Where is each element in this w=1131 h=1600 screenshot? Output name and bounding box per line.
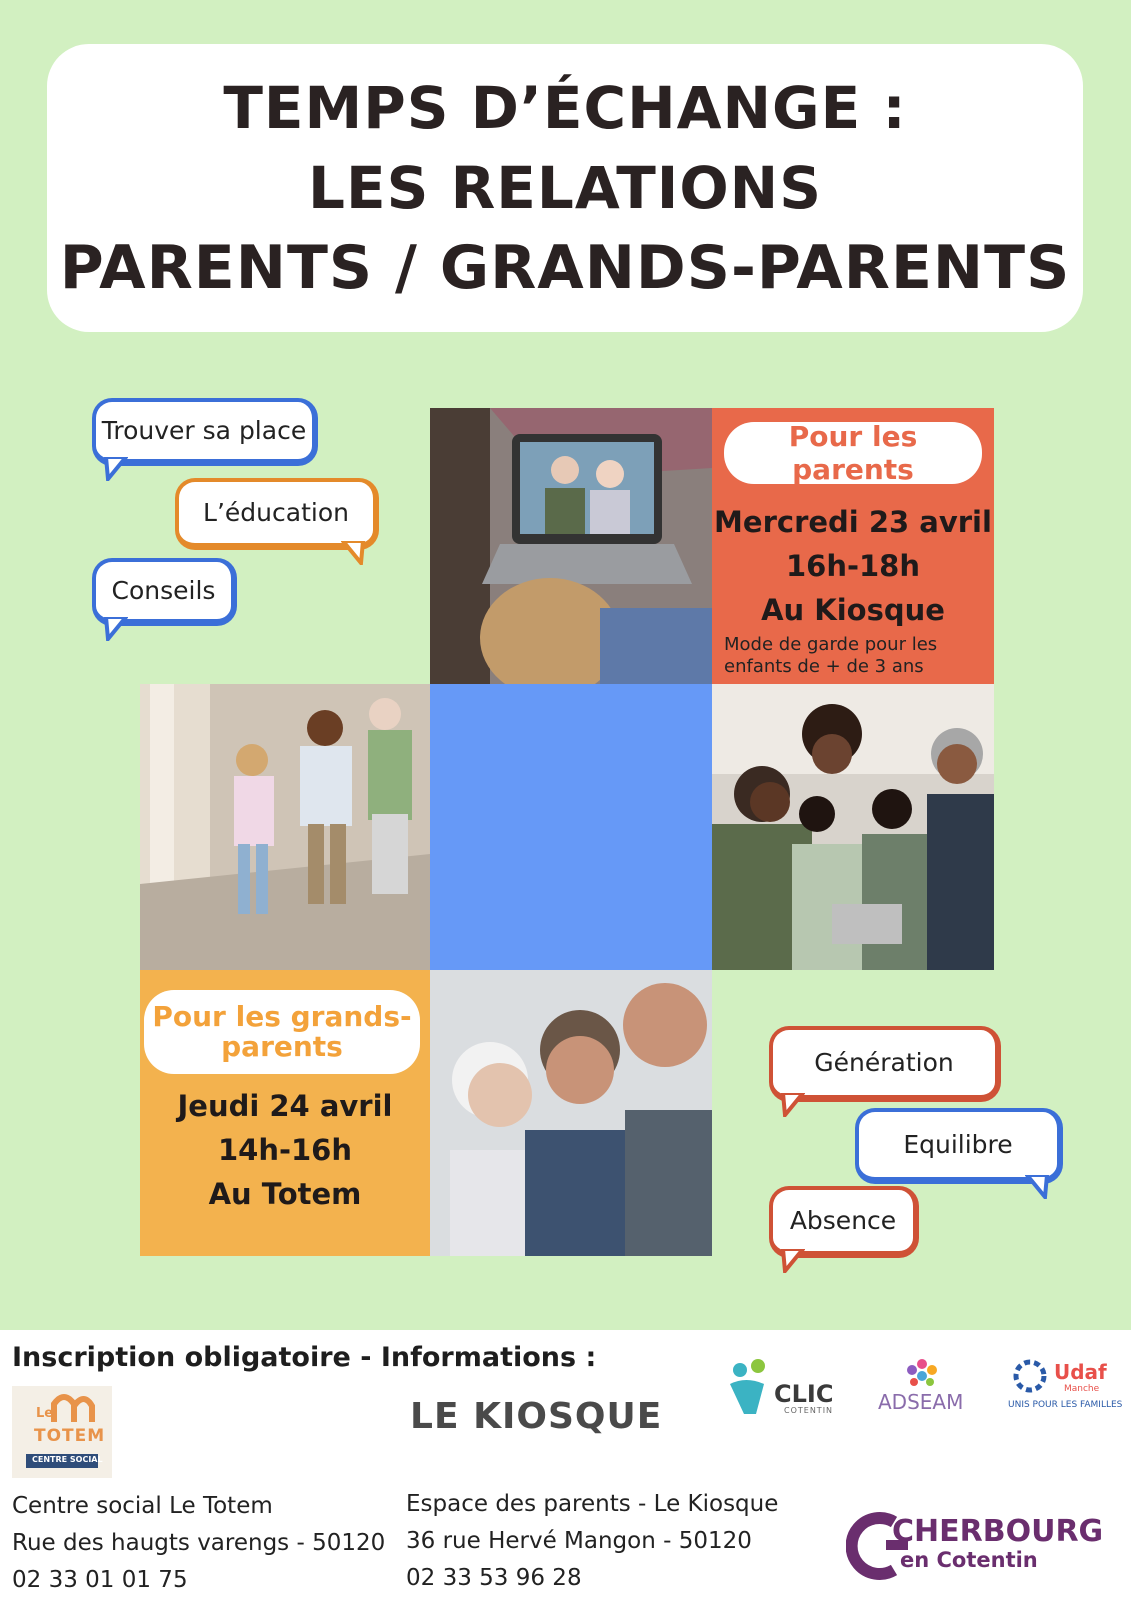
- parents-place: Au Kiosque: [761, 593, 945, 627]
- children-running-illustration: [140, 684, 430, 970]
- kiosque-address-line1: Espace des parents - Le Kiosque: [406, 1491, 779, 1517]
- clic-sub: COTENTIN: [784, 1406, 834, 1415]
- grandparents-header-pill: [144, 990, 420, 1074]
- cherbourg-logo: [846, 1508, 1116, 1582]
- parents-note-line1: Mode de garde pour les: [724, 634, 938, 655]
- title-line-1: TEMPS D’ÉCHANGE :: [223, 74, 907, 142]
- totem-phone: 02 33 01 01 75: [12, 1567, 188, 1593]
- bubble-conseils: [92, 558, 237, 626]
- udaf-tagline: UNIS POUR LES FAMILLES: [1008, 1400, 1123, 1410]
- grandparents-event-panel: [140, 970, 430, 1256]
- parents-time: 16h-18h: [785, 549, 921, 583]
- totem-logo-top: Le: [36, 1406, 54, 1421]
- kiosque-logo: LE KIOSQUE: [410, 1396, 663, 1437]
- totem-address-line1: Centre social Le Totem: [12, 1493, 273, 1519]
- footer-heading: Inscription obligatoire - Informations :: [12, 1342, 597, 1373]
- parents-event-panel: [712, 408, 994, 684]
- bubble-label: Conseils: [111, 576, 216, 605]
- bubble-tail-icon: [1025, 1175, 1049, 1199]
- title-line-2: LES RELATIONS: [308, 154, 822, 222]
- bubble-equilibre: [855, 1108, 1063, 1184]
- bubble-label: Equilibre: [903, 1130, 1013, 1159]
- video-call-illustration: [430, 408, 712, 684]
- kiosque-phone: 02 33 53 96 28: [406, 1565, 582, 1591]
- cherbourg-sub: en Cotentin: [900, 1548, 1038, 1572]
- grandparents-time: 14h-16h: [217, 1133, 353, 1167]
- grandparents-place: Au Totem: [208, 1177, 362, 1211]
- udaf-sub: Manche: [1064, 1384, 1100, 1394]
- bubble-generation: [769, 1026, 1001, 1102]
- children-running-photo: [140, 684, 430, 970]
- parents-event-details: [712, 500, 994, 632]
- kiosque-address-line2: 36 rue Hervé Mangon - 50120: [406, 1528, 752, 1554]
- parents-note: [724, 634, 937, 678]
- totem-address: [12, 1488, 385, 1599]
- udaf-text: Udaf: [1054, 1360, 1107, 1384]
- title-box: [47, 44, 1083, 332]
- blue-square: [430, 684, 712, 970]
- bubble-tail-icon: [104, 617, 128, 641]
- three-generations-photo: [430, 970, 712, 1256]
- bubble-trouver-sa-place: [92, 398, 318, 466]
- bubble-label: L’éducation: [203, 498, 349, 527]
- bubble-tail-icon: [104, 457, 128, 481]
- clic-logo: [726, 1356, 841, 1418]
- title-line-3: PARENTS / GRANDS-PARENTS: [59, 233, 1071, 303]
- bubble-label: Trouver sa place: [101, 416, 307, 445]
- footer: [0, 1330, 1131, 1600]
- clic-text: CLIC: [774, 1380, 834, 1408]
- grandparents-date: Jeudi 24 avril: [177, 1089, 393, 1123]
- totem-logo-name: TOTEM: [34, 1426, 106, 1446]
- bubble-absence: [769, 1186, 919, 1258]
- family-tablet-photo: [712, 684, 994, 970]
- family-tablet-illustration: [712, 684, 994, 970]
- totem-logo: [12, 1386, 112, 1478]
- totem-address-line2: Rue des haugts varengs - 50120: [12, 1530, 386, 1556]
- bubble-tail-icon: [781, 1249, 805, 1273]
- parents-header-pill: Pour les parents: [724, 422, 982, 484]
- video-call-photo: [430, 408, 712, 684]
- bubble-tail-icon: [341, 541, 365, 565]
- bubble-label: Absence: [789, 1206, 897, 1235]
- three-generations-illustration: [430, 970, 712, 1256]
- grandparents-event-details: [140, 1084, 430, 1216]
- adseam-logo: [868, 1352, 976, 1418]
- bubble-label: Génération: [814, 1048, 954, 1077]
- parents-date: Mercredi 23 avril: [714, 505, 992, 539]
- cherbourg-text: CHERBOURG: [892, 1514, 1104, 1549]
- adseam-text: ADSEAM: [878, 1390, 964, 1414]
- grandparents-header-line2: parents: [221, 1030, 343, 1063]
- totem-logo-sub: CENTRE SOCIAL: [32, 1455, 103, 1464]
- udaf-logo: [1008, 1352, 1126, 1418]
- grandparents-header-line1: Pour les grands-: [152, 1000, 412, 1033]
- kiosque-address: [406, 1486, 778, 1597]
- bubble-tail-icon: [781, 1093, 805, 1117]
- bubble-education: [175, 478, 379, 550]
- parents-note-line2: enfants de + de 3 ans: [724, 656, 924, 677]
